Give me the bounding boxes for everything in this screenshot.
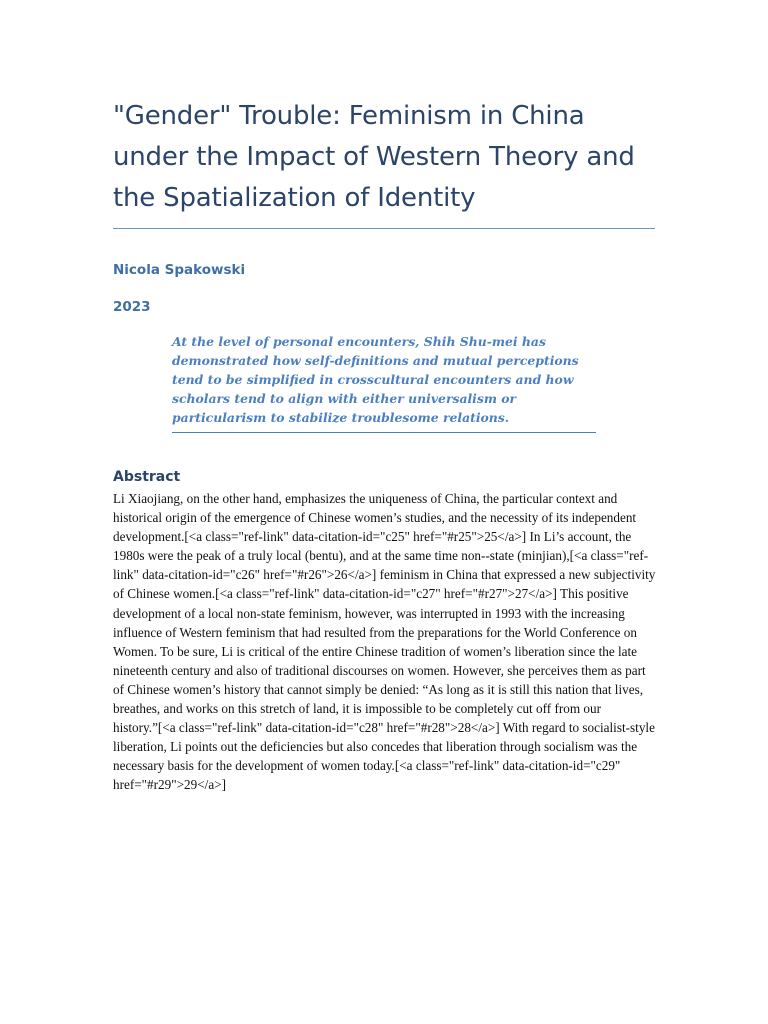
abstract-heading: Abstract	[113, 469, 181, 485]
pull-quote-block	[172, 332, 596, 433]
abstract-text: Li Xiaojiang, on the other hand, emphasizes the uniqueness of China, the particular context and historical origin of the emergence of Chinese women’s studies, and the necessity of its independent development.[<a class="ref-link" data-citation-id="c25" href="#r25">25</a>] In Li’s account, the 1980s were the peak of a truly local (bentu), and at the same time non--state (minjian),[<a class="ref-link" data-citation-id="c26" href="#r26">26</a>] feminism in China that expressed a new subjectivity of Chinese women.[<a class="ref-link" data-citation-id="c27" href="#r27">27</a>] This positive development of a local non-state feminism, however, was interrupted in 1993 with the increasing influence of Western feminism that had resulted from the preparations for the World Conference on Women. To be sure, Li is critical of the entire Chinese tradition of women’s liberation since the late nineteenth century and also of traditional discourses on women. However, she perceives them as part of Chinese women’s history that cannot simply be denied: “As long as it is still this nation that lives, breathes, and works on this stretch of land, it is impossible to be completely cut off from our history.”[<a class="ref-link" data-citation-id="c28" href="#r28">28</a>] With regard to socialist-style liberation, Li points out the deficiencies but also concedes that liberation through socialism was the necessary basis for the development of women today.[<a class="ref-link" data-citation-id="c29" href="#r29">29</a>]	[113, 491, 656, 793]
title-divider	[113, 228, 655, 229]
pull-quote-divider	[172, 432, 596, 433]
publication-year: 2023	[113, 299, 151, 315]
author-name: Nicola Spakowski	[113, 262, 246, 278]
document-title: "Gender" Trouble: Feminism in China under the Impact of Western Theory and the Spatialization of Identity	[113, 101, 635, 213]
pull-quote: At the level of personal encounters, Shih Shu-mei has demonstrated how self-definitions and mutual perceptions tend to be simplified in crosscultural encounters and how scholars tend to align with either universalism or particularism to stabilize troublesome relations.	[172, 334, 579, 425]
